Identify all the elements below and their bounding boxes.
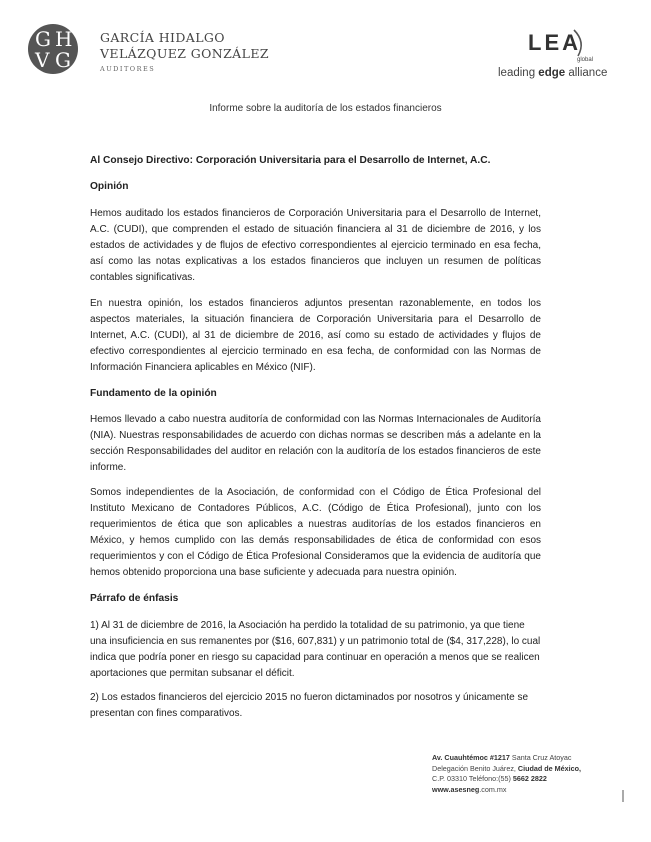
lea-global-label: global (577, 57, 594, 63)
footer-website: www.asesneg.com.mx (432, 784, 507, 794)
firm-logo (28, 24, 269, 84)
footer-phone: C.P. 03310 Teléfono:(55) 5662 2822 (432, 774, 547, 783)
scan-mark (622, 790, 624, 802)
firm-name-line3: AUDITORES (100, 65, 156, 73)
paragraph-basis-1: Hemos llevado a cabo nuestra auditoría de conformidad con las Normas Internacionales de Auditoría (NIA). Nuestras responsabilidades de acuerdo con dichas normas se describen más a adelante en la sección Responsabilidades del auditor en relación con la auditoría de los estados financieros de este informe. (90, 414, 541, 473)
ghvg-monogram-icon: G H V G (28, 24, 78, 74)
footer-address (432, 753, 622, 795)
section-heading-opinion: Opinión (90, 181, 129, 192)
firm-name-line2: VELÁZQUEZ GONZÁLEZ (100, 46, 269, 61)
paragraph-emphasis-2: 2) Los estados financieros del ejercicio 2015 no fueron dictaminados por nosotros y únicamente se presentan con fines comparativos. (90, 692, 529, 719)
lea-tagline: leading edge alliance (498, 67, 608, 79)
paragraph-emphasis-1: 1) Al 31 de diciembre de 2016, la Asociación ha perdido la totalidad de su patrimonio, ya que tiene una insuficiencia en sus remanentes por ($16, 607,831) y un patrimonio total de ($4, 317,228), lo cual indica que podría poner en riesgo su capacidad para continuar en operación a menos que se realicen aportaciones que permitan subsanar el déficit. (90, 620, 541, 679)
firm-name-line1: GARCÍA HIDALGO (100, 30, 225, 45)
lea-mark: LEA (528, 30, 581, 55)
footer-city: Delegación Benito Juárez, Ciudad de México, (432, 763, 582, 773)
addressee: Al Consejo Directivo: Corporación Universitaria para el Desarrollo de Internet, A.C. (90, 155, 491, 166)
paragraph-opinion-1: Hemos auditado los estados financieros de Corporación Universitaria para el Desarrollo de Internet, A.C. (CUDI), que comprenden el estado de situación financiera al 31 de diciembre de 2016, y los estados de actividades y de flujos de efectivo correspondientes al ejercicio terminado en esa fecha, así como las notas explicativas a los estados financieros que incluyen un resumen de políticas contables significativas. (90, 208, 541, 283)
section-heading-emphasis: Párrafo de énfasis (90, 593, 179, 604)
paragraph-basis-2: Somos independientes de la Asociación, de conformidad con el Código de Ética Profesional del Instituto Mexicano de Contadores Públicos, A.C. (Código de Ética Profesional), junto con los requerimientos de ética que son aplicables a nuestras auditorías de los estados financieros en México, y hemos cumplido con las demás responsabilidades de ética de conformidad con esos requerimientos y con el Código de Ética Profesional Consideramos que la evidencia de auditoría que hemos obtenido proporciona una base suficiente y adecuada para nuestra opinión. (90, 487, 541, 578)
paragraph-opinion-2: En nuestra opinión, los estados financieros adjuntos presentan razonablemente, en todos los aspectos materiales, la situación financiera de Corporación Universitaria para el Desarrollo de Internet, A.C. (CUDI), al 31 de diciembre de 2016, así como su estado de actividades y flujos de efectivo correspondientes al ejercicio terminado en esa fecha, de conformidad con las Normas de Información Financiera aplicables en México (NIF). (90, 298, 541, 373)
network-logo (488, 30, 618, 85)
section-heading-basis: Fundamento de la opinión (90, 388, 217, 399)
document-title: Informe sobre la auditoría de los estados financieros (209, 103, 442, 114)
footer-street: Av. Cuauhtémoc #1217 Santa Cruz Atoyac (432, 753, 572, 762)
